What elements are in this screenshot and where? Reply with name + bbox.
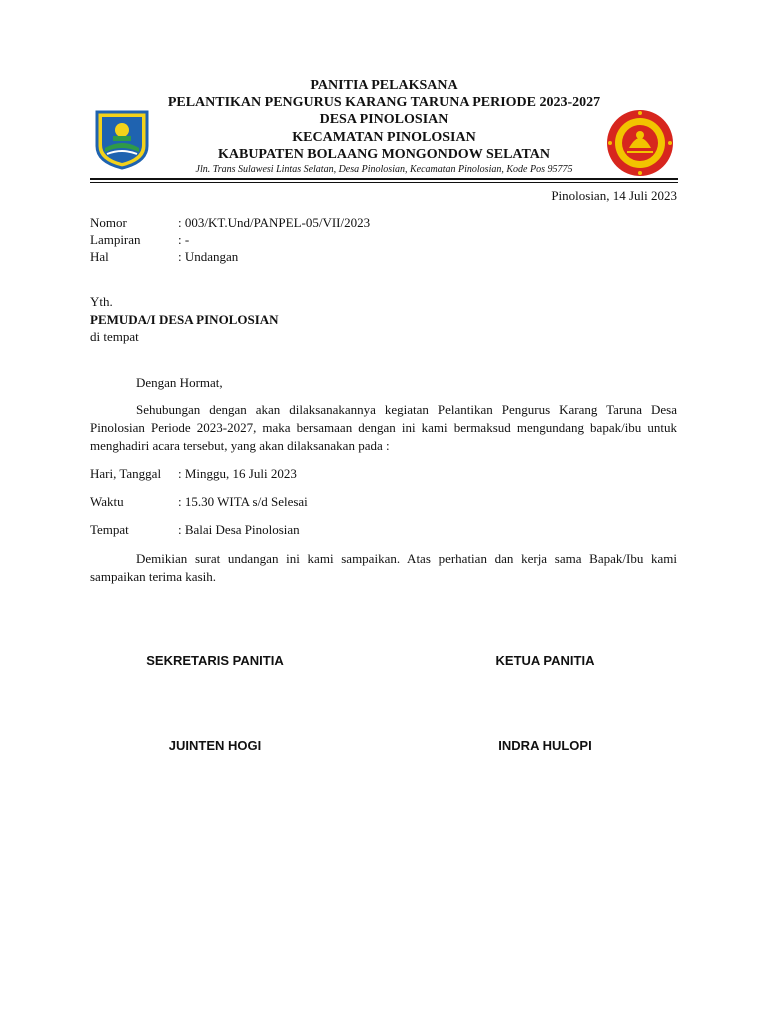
detail-label-tempat: Tempat	[90, 522, 129, 537]
recipient-name: PEMUDA/I DESA PINOLOSIAN	[90, 312, 279, 327]
meta-label-lampiran: Lampiran	[90, 232, 141, 247]
header-line-kecamatan: KECAMATAN PINOLOSIAN	[292, 130, 476, 145]
header-line-desa: DESA PINOLOSIAN	[319, 112, 449, 127]
body-paragraph-1: Sehubungan dengan akan dilaksanakannya kegiatan Pelantikan Pengurus Karang Taruna Desa Pinolosian Periode 2023-2027, maka bersamaan dengan ini kami bermaksud mengundang bapak/ibu untuk menghadiri acara tersebut, yang akan dilaksanakan pada :	[90, 402, 677, 453]
detail-value-waktu: : 15.30 WITA s/d Selesai	[178, 494, 308, 509]
meta-value-lampiran: : -	[178, 232, 190, 247]
closing-paragraph: Demikian surat undangan ini kami sampaikan. Atas perhatian dan kerja sama Bapak/Ibu kami sampaikan terima kasih.	[90, 551, 677, 584]
meta-label-hal: Hal	[90, 249, 109, 264]
meta-value-nomor: : 003/KT.Und/PANPEL-05/VII/2023	[178, 215, 371, 230]
header-divider-thick	[90, 178, 678, 180]
signature-name-ketua: INDRA HULOPI	[498, 738, 592, 753]
header-divider-thin	[90, 182, 678, 183]
greeting: Dengan Hormat,	[136, 375, 223, 390]
signature-title-ketua: KETUA PANITIA	[495, 653, 595, 668]
header-line-pelantikan: PELANTIKAN PENGURUS KARANG TARUNA PERIODE 2023-2027	[167, 95, 601, 110]
detail-value-tempat: : Balai Desa Pinolosian	[178, 522, 300, 537]
header-address: Jln. Trans Sulawesi Lintas Selatan, Desa Pinolosian, Kecamatan Pinolosian, Kode Pos 95775	[195, 164, 573, 175]
recipient-place: di tempat	[90, 329, 139, 344]
meta-label-nomor: Nomor	[90, 215, 127, 230]
signature-title-sekretaris: SEKRETARIS PANITIA	[146, 653, 284, 668]
letter-date: Pinolosian, 14 Juli 2023	[551, 188, 677, 203]
detail-value-hari: : Minggu, 16 Juli 2023	[178, 466, 297, 481]
detail-label-waktu: Waktu	[90, 494, 124, 509]
recipient-yth: Yth.	[90, 294, 113, 309]
signature-name-sekretaris: JUINTEN HOGI	[168, 738, 262, 753]
meta-value-hal: : Undangan	[178, 249, 239, 264]
detail-label-hari: Hari, Tanggal	[90, 466, 162, 481]
header-line-panitia: PANITIA PELAKSANA	[310, 78, 458, 93]
header-line-kabupaten: KABUPATEN BOLAANG MONGONDOW SELATAN	[217, 147, 550, 162]
